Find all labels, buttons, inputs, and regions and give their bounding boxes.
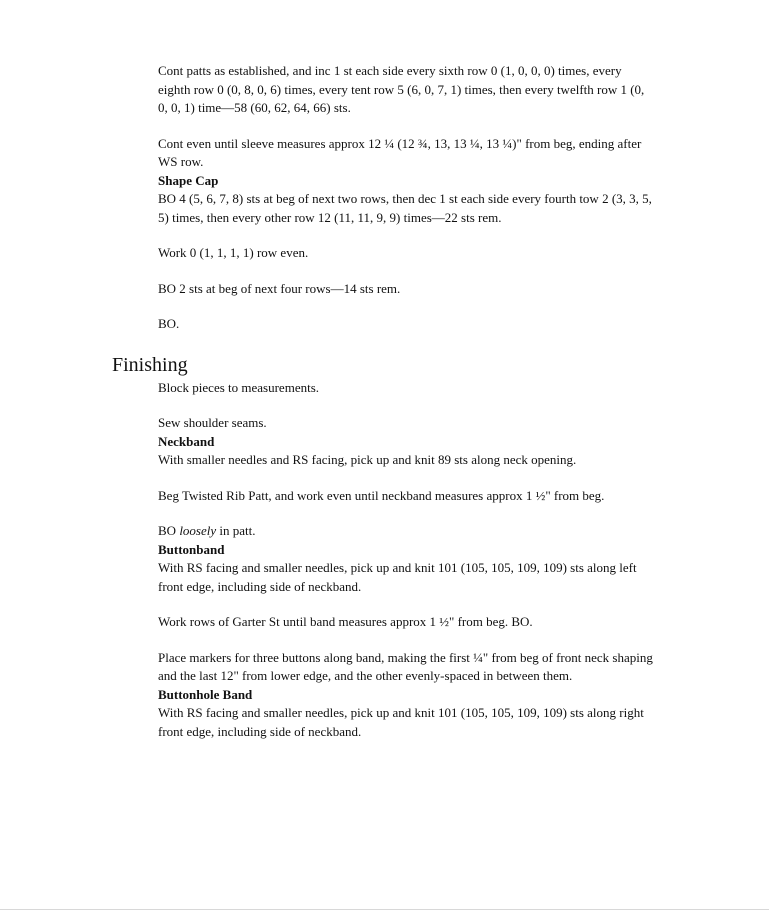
- neckband-bo-suffix: in patt.: [216, 523, 256, 538]
- loosely-emphasis: loosely: [179, 523, 217, 538]
- shape-cap-heading: Shape Cap: [158, 172, 219, 188]
- buttonband-pickup-paragraph: With RS facing and smaller needles, pick up and knit 101 (105, 105, 109, 109) sts along left front edge, including side of neckband.: [158, 560, 637, 594]
- buttonhole-band-pickup-paragraph: With RS facing and smaller needles, pick up and knit 101 (105, 105, 109, 109) sts along right front edge, including side of neckband.: [158, 705, 644, 739]
- buttonband-garter-paragraph: Work rows of Garter St until band measures approx 1 ½" from beg. BO.: [158, 614, 533, 629]
- shoulder-seams-paragraph: Sew shoulder seams.: [158, 415, 267, 430]
- bind-off-paragraph: BO.: [158, 316, 180, 331]
- sleeve-increase-paragraph: Cont patts as established, and inc 1 st each side every sixth row 0 (1, 0, 0, 0) times, every eighth row 0 (0, 8, 0, 6) times, every tent row 5 (6, 0, 7, 1) times, then every twelfth row 1 (0, 0, 0, 1) time—58 (60, 62, 64, 66) sts.: [158, 63, 645, 115]
- page-content: [112, 62, 654, 741]
- shape-cap-paragraph: BO 4 (5, 6, 7, 8) sts at beg of next two rows, then dec 1 st each side every fourth tow 2 (3, 3, 5, 5) times, then every other row 12 (11, 11, 9, 9) times—22 sts rem.: [158, 191, 652, 225]
- neckband-heading: Neckband: [158, 433, 215, 449]
- work-even-paragraph: Work 0 (1, 1, 1, 1) row even.: [158, 245, 309, 260]
- bind-off-rows-paragraph: BO 2 sts at beg of next four rows—14 sts rem.: [158, 280, 401, 296]
- block-pieces-paragraph: Block pieces to measurements.: [158, 379, 320, 395]
- buttonhole-band-heading: Buttonhole Band: [158, 686, 253, 702]
- finishing-heading: Finishing: [112, 353, 188, 376]
- neckband-bind-off-paragraph: [158, 522, 654, 541]
- page-bottom-rule: [0, 909, 769, 910]
- buttonband-heading: Buttonband: [158, 541, 225, 557]
- neckband-bo-prefix: BO: [158, 523, 180, 538]
- neckband-rib-paragraph: Beg Twisted Rib Patt, and work even until neckband measures approx 1 ½" from beg.: [158, 487, 605, 503]
- neckband-pickup-paragraph: With smaller needles and RS facing, pick up and knit 89 sts along neck opening.: [158, 452, 577, 467]
- sleeve-length-paragraph: Cont even until sleeve measures approx 12 ¼ (12 ¾, 13, 13 ¼, 13 ¼)" from beg, ending after WS row.: [158, 135, 642, 169]
- buttonband-markers-paragraph: Place markers for three buttons along band, making the first ¼" from beg of front neck shaping and the last 12" from lower edge, and the other evenly-spaced in between them.: [158, 649, 653, 683]
